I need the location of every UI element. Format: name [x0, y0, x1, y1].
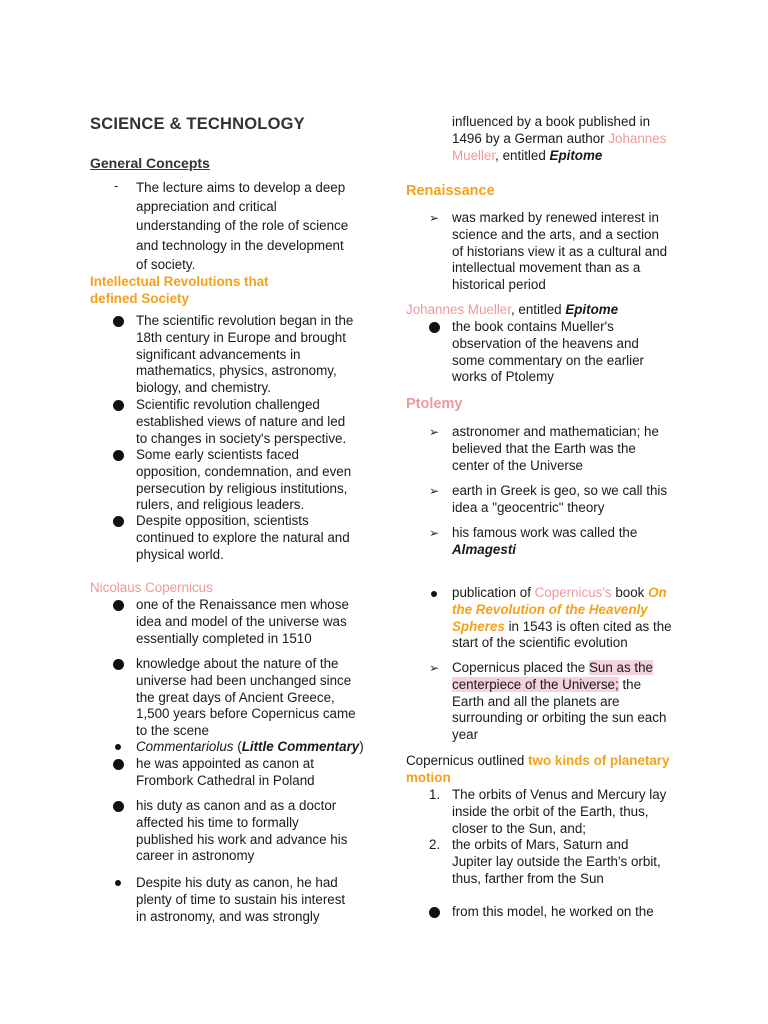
list-item: the book contains Mueller's observation of the heavens and some commentary on the earlier works of Ptolemy [452, 319, 645, 385]
general-concepts-text: The lecture aims to develop a deep appreciation and critical understanding of the role of science and technology in the development of society. [136, 180, 349, 272]
list-item: Scientific revolution challenged established views of nature and led to changes in society's perspective. [136, 397, 347, 446]
outlined-text: Copernicus outlined two kinds of planetary motion [406, 753, 670, 785]
list-item: The scientific revolution began in the 18th century in Europe and brought significant advancements in mathematics, physics, astronomy, biology, and chemistry. [136, 313, 354, 396]
bullet-icon [115, 880, 121, 886]
general-concepts-heading: General Concepts [90, 155, 210, 171]
copernicus-heading: Nicolaus Copernicus [90, 580, 213, 595]
arrow-bullet-icon: ➢ [429, 211, 440, 225]
arrow-bullet-icon: ➢ [429, 526, 440, 540]
list-number: 1. [429, 787, 441, 802]
list-number: 2. [429, 837, 441, 852]
dash-marker: - [114, 178, 119, 193]
bullet-icon [429, 322, 440, 333]
list-item: The orbits of Venus and Mercury lay inside the orbit of the Earth, thus, closer to the Sun, and; [452, 787, 667, 836]
arrow-bullet-icon: ➢ [429, 661, 440, 675]
influenced-text: influenced by a book published in 1496 by a German author Johannes Mueller, entitled Epitome [452, 114, 667, 163]
bullet-icon [113, 316, 124, 327]
bullet-icon [113, 759, 124, 770]
page-title: SCIENCE & TECHNOLOGY [90, 115, 305, 133]
arrow-bullet-icon: ➢ [429, 425, 440, 439]
list-item: his duty as canon and as a doctor affected his time to formally published his work and advance his career in astronomy [136, 798, 348, 864]
list-item: he was appointed as canon at Frombork Cathedral in Poland [136, 756, 315, 788]
bullet-icon [113, 659, 124, 670]
list-item: Copernicus placed the Sun as the centerpiece of the Universe; the Earth and all the planets are surrounding or orbiting the sun each year [452, 660, 667, 743]
intellectual-revolutions-heading: Intellectual Revolutions that defined Society [90, 274, 269, 306]
commentariolus-item: Commentariolus (Little Commentary) [136, 739, 364, 754]
list-item: earth in Greek is geo, so we call this idea a "geocentric" theory [452, 483, 668, 515]
list-item: his famous work was called the Almagesti [452, 525, 638, 557]
bullet-icon [113, 516, 124, 527]
mueller-heading: Johannes Mueller, entitled Epitome [406, 302, 619, 317]
list-item: publication of Copernicus's book On the Revolution of the Heavenly Spheres in 1543 is often cited as the start of the scientific evolution [452, 585, 672, 651]
bullet-icon [429, 907, 440, 918]
ptolemy-heading: Ptolemy [406, 396, 463, 412]
bullet-icon [113, 400, 124, 411]
bullet-icon [113, 450, 124, 461]
arrow-bullet-icon: ➢ [429, 484, 440, 498]
bullet-icon [115, 744, 121, 750]
list-item: Despite opposition, scientists continued to explore the natural and physical world. [136, 513, 350, 562]
list-item: was marked by renewed interest in science and the arts, and a section of historians view it as a cultural and intellectual movement than as a historical period [452, 210, 668, 293]
list-item: knowledge about the nature of the universe had been unchanged since the great days of Ancient Greece, 1,500 years before Copernicus came to the scene [136, 656, 356, 739]
bullet-icon [113, 600, 124, 611]
list-item: Some early scientists faced opposition, condemnation, and even persecution by religious institutions, rulers, and religious leaders. [136, 447, 352, 513]
list-item: Despite his duty as canon, he had plenty of time to sustain his interest in astronomy, and was strongly [136, 875, 346, 924]
list-item: astronomer and mathematician; he believed that the Earth was the center of the Universe [452, 424, 659, 473]
list-item: one of the Renaissance men whose idea and model of the universe was essentially completed in 1510 [136, 597, 349, 646]
bullet-icon [431, 591, 437, 597]
bullet-icon [113, 801, 124, 812]
list-item: the orbits of Mars, Saturn and Jupiter lay outside the Earth's orbit, thus, farther from the Sun [452, 837, 661, 886]
renaissance-heading: Renaissance [406, 183, 495, 199]
list-item: from this model, he worked on the [452, 904, 654, 919]
